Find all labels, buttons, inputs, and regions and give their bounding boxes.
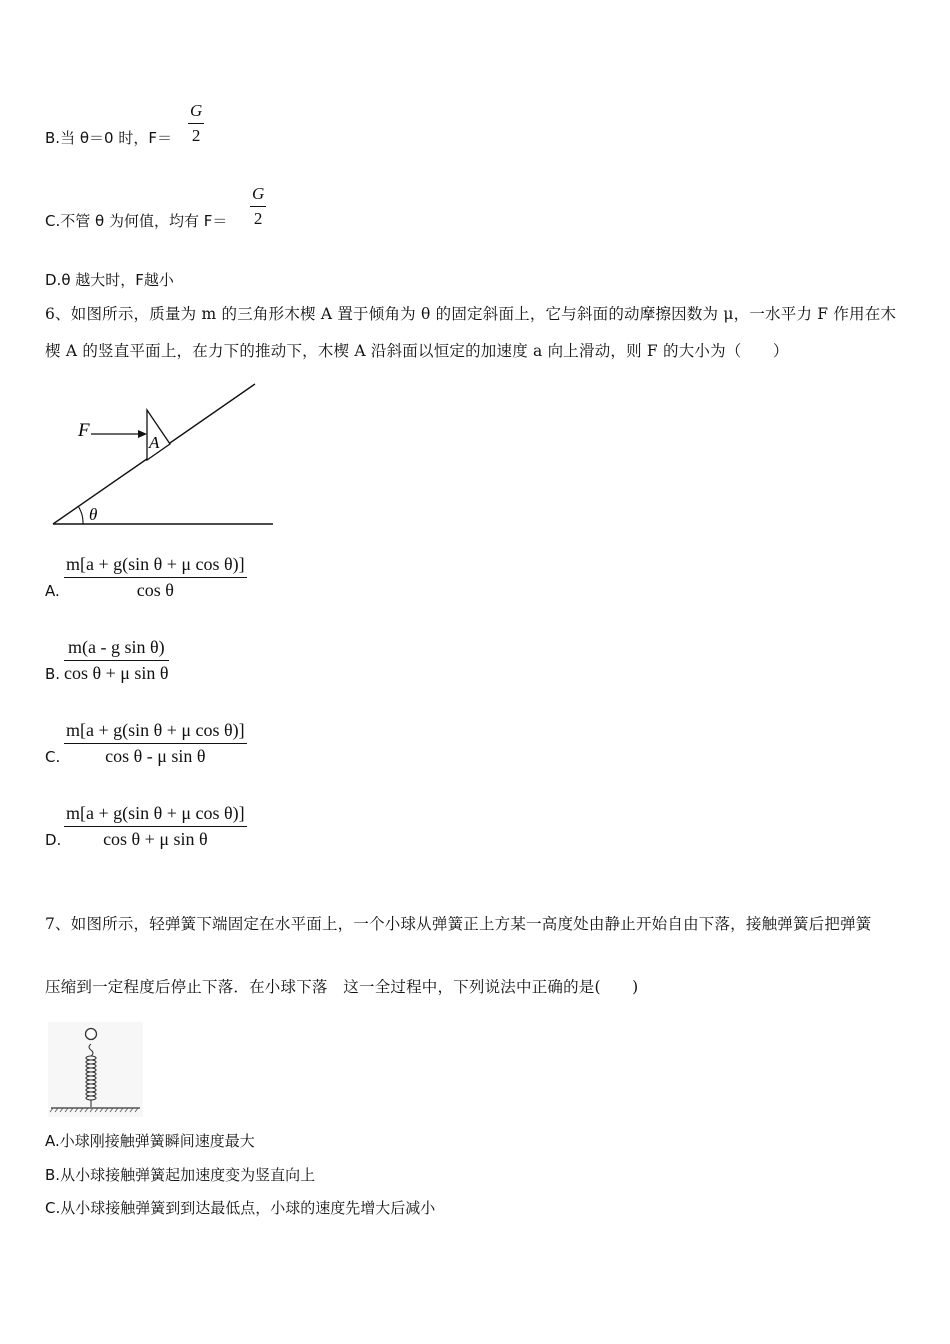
q6-option-a-numerator: m[a + g(sin θ + μ cos θ)] xyxy=(64,554,247,578)
q5-option-c-numerator: G xyxy=(250,184,266,207)
q6-option-a-label: A. xyxy=(45,582,60,600)
q6-option-c-numerator: m[a + g(sin θ + μ cos θ)] xyxy=(64,720,247,744)
angle-arc xyxy=(78,506,83,524)
q7-option-c xyxy=(45,1197,435,1218)
q5-option-d-label: D. xyxy=(45,271,62,289)
q6-option-d-fraction xyxy=(64,803,247,850)
q5-option-b-numerator: G xyxy=(188,101,204,124)
q6-option-d-denominator: cos θ + μ sin θ xyxy=(103,829,208,849)
q6-option-c-fraction xyxy=(64,720,247,767)
q6-option-a-denominator: cos θ xyxy=(136,580,174,600)
q7-option-a-text: 小球刚接触弹簧瞬间速度最大 xyxy=(59,1132,255,1150)
q6-incline-figure xyxy=(45,378,285,533)
q6-option-b-denominator: cos θ + μ sin θ xyxy=(64,663,169,683)
angle-label: θ xyxy=(89,505,98,524)
q7-option-a xyxy=(45,1130,255,1151)
q5-option-c-label: C. xyxy=(45,212,61,230)
q5-option-d-text: θ 越大时，F越小 xyxy=(61,271,174,289)
q5-option-c-text: 不管 θ 为何值，均有 F＝ xyxy=(60,212,228,230)
q5-option-c-denominator: 2 xyxy=(253,209,263,228)
q6-option-b-fraction xyxy=(64,637,169,684)
q5-option-b-denominator: 2 xyxy=(191,126,201,145)
q5-option-c xyxy=(45,210,227,231)
q7-option-b xyxy=(45,1164,315,1185)
q6-option-d-numerator: m[a + g(sin θ + μ cos θ)] xyxy=(64,803,247,827)
q6-option-b-label: B. xyxy=(45,665,61,683)
q5-option-b xyxy=(45,127,172,148)
block-label: A xyxy=(149,433,160,452)
q7-spring-figure xyxy=(48,1022,143,1117)
q6-option-c-label: C. xyxy=(45,748,61,766)
q6-option-b-numerator: m(a - g sin θ) xyxy=(64,637,169,661)
q6-option-c-denominator: cos θ - μ sin θ xyxy=(105,746,206,766)
q7-option-a-label: A. xyxy=(45,1132,60,1150)
q7-option-b-label: B. xyxy=(45,1166,61,1184)
q5-option-c-fraction xyxy=(250,184,266,229)
force-arrow-head xyxy=(138,430,147,438)
q7-stem-line1: 7、如图所示，轻弹簧下端固定在水平面上，一个小球从弹簧正上方某一高度处由静止开始自由下落，接触弹簧后把弹簧 xyxy=(45,915,872,933)
q7-option-c-label: C. xyxy=(45,1199,61,1217)
q7-option-b-text: 从小球接触弹簧起加速度变为竖直向上 xyxy=(60,1166,316,1184)
force-label: F xyxy=(78,420,90,441)
q6-stem-line2: 楔 A 的竖直平面上，在力下的推动下，木楔 A 沿斜面以恒定的加速度 a 向上滑动，则 F 的大小为（ ） xyxy=(45,342,789,360)
ball xyxy=(86,1029,97,1040)
q7-stem-line2: 压缩到一定程度后停止下落．在小球下落 这一全过程中，下列说法中正确的是( ) xyxy=(45,978,639,996)
q6-stem-line1: 6、如图所示，质量为 m 的三角形木楔 A 置于倾角为 θ 的固定斜面上，它与斜面的动摩擦因数为 μ，一水平力 F 作用在木 xyxy=(45,305,897,323)
q5-option-b-fraction xyxy=(188,101,204,146)
q5-option-b-label: B. xyxy=(45,129,61,147)
q6-option-a-fraction xyxy=(64,554,247,601)
q7-option-c-text: 从小球接触弹簧到到达最低点，小球的速度先增大后减小 xyxy=(60,1199,436,1217)
q6-option-d-label: D. xyxy=(45,831,62,849)
q5-option-d xyxy=(45,269,174,290)
q5-option-b-text: 当 θ＝0 时，F＝ xyxy=(60,129,172,147)
